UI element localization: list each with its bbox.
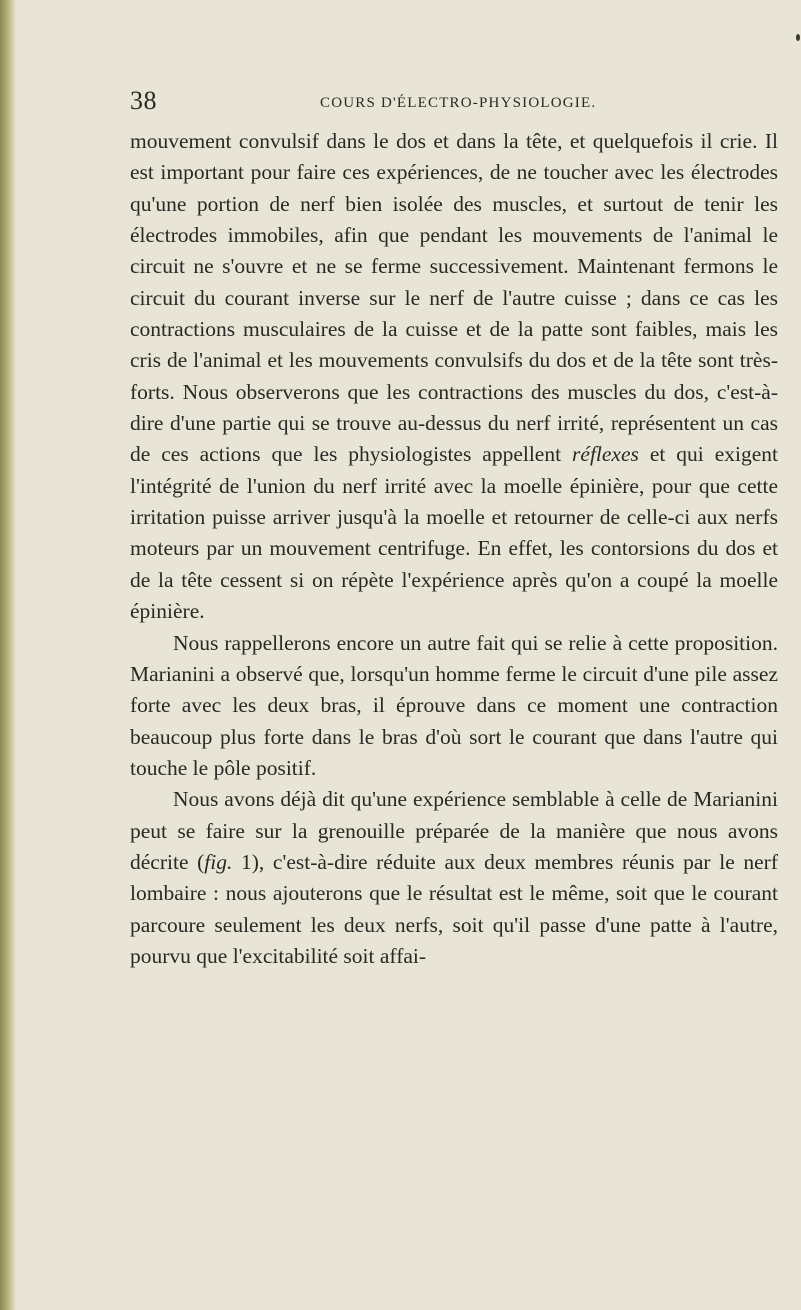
paper-speck (796, 34, 800, 41)
page-header (130, 86, 778, 124)
paragraph-2 (130, 628, 778, 785)
paragraph-1 (130, 126, 778, 628)
book-page (130, 86, 778, 972)
paragraph-3-emphasis: fig. (204, 849, 233, 874)
running-head: COURS D'ÉLECTRO-PHYSIOLOGIE. (320, 95, 597, 111)
paragraph-1-emphasis: réflexes (572, 442, 639, 467)
paragraph-1-text-after: et qui exigent l'intégrité de l'union du nerf irrité avec la moelle épinière, pour que cette irritation puisse arriver jusqu'à la moelle et retourner de celle-ci aux nerfs moteurs par un mouvement centrifuge. En effet, les contorsions du dos et de la tête cessent si on répète l'expérience après qu'on a coupé la moelle épinière. (130, 442, 778, 624)
paragraph-3-text-before: Nous avons déjà dit qu'une expérience semblable à celle de Marianini peut se faire sur la grenouille préparée de la manière que nous avons décrite ( (130, 787, 778, 874)
body-text (130, 126, 778, 972)
paragraph-3-text-after: 1), c'est-à-dire réduite aux deux membres réunis par le nerf lombaire : nous ajouterons que le résultat est le même, soit que le courant parcoure seulement les deux nerfs, soit qu'il passe d'une patte à l'autre, pourvu que l'excitabilité soit affai- (130, 849, 778, 968)
paragraph-1-text-before: mouvement convulsif dans le dos et dans la tête, et quelquefois il crie. Il est important pour faire ces expériences, de ne toucher avec les électrodes qu'une portion de nerf bien isolée des muscles, et surtout de tenir les électrodes immobiles, afin que pendant les mouvements de l'animal le circuit ne s'ouvre et ne se ferme successivement. Maintenant fermons le circuit du courant inverse sur le nerf de l'autre cuisse ; dans ce cas les contractions musculaires de la cuisse et de la patte sont faibles, mais les cris de l'animal et les mouvements convulsifs du dos et de la tête sont très-forts. Nous observerons que les contractions des muscles du dos, c'est-à-dire d'une partie qui se trouve au-dessus du nerf irrité, représentent un cas de ces actions que les physiologistes appellent (130, 129, 778, 467)
paragraph-3 (130, 784, 778, 972)
book-binding-edge (0, 0, 16, 1310)
page-number: 38 (130, 86, 157, 115)
paragraph-2-text-before: Nous rappellerons encore un autre fait qui se relie à cette proposition. Marianini a observé que, lorsqu'un homme ferme le circuit d'une pile assez forte avec les deux bras, il éprouve dans ce moment une contraction beaucoup plus forte dans le bras d'où sort le courant que dans l'autre qui touche le pôle positif. (130, 630, 778, 780)
